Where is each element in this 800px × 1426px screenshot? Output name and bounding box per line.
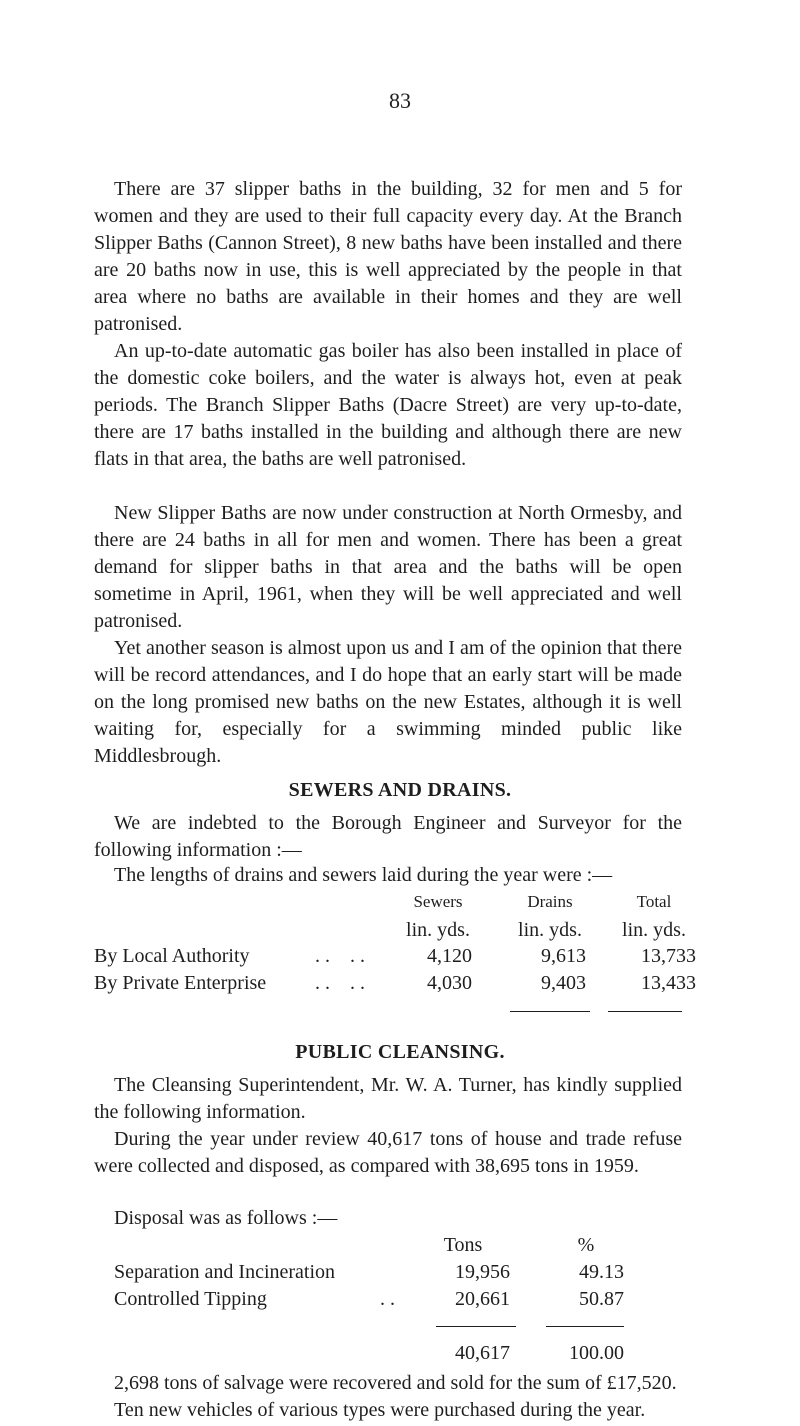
cell-private-total: 13,433 — [641, 972, 696, 994]
page-number: 83 — [389, 88, 411, 113]
column-header-drains: Drains — [527, 892, 573, 911]
paragraph-refuse-collected: During the year under review 40,617 tons of house and trade refuse were collected and disposed, as compared with 38,695 tons in 1959. — [94, 1128, 682, 1177]
paragraph-vehicles: Ten new vehicles of various types were purchased during the year. — [114, 1399, 646, 1421]
row-leader-dots: . . — [380, 1288, 395, 1310]
paragraph-north-ormesby: New Slipper Baths are now under construction at North Ormesby, and there are 24 baths in all for men and women. There has been a great demand for slipper baths in that area and the baths will be open sometime in April, 1961, when they will be well appreciated and well patronised. — [94, 502, 682, 632]
paragraph-season: Yet another season is almost upon us and I am of the opinion that there will be record attendances, and I do hope that an early start will be made on the long promised new baths on the new Estates, although it is well waiting for, especially for a swimming minded public like Middlesbrough. — [94, 637, 682, 767]
cell-total-percent: 100.00 — [569, 1342, 624, 1364]
paragraph-cleansing-superintendent: The Cleansing Superintendent, Mr. W. A. Turner, has kindly supplied the following information. — [94, 1074, 682, 1123]
cell-private-drains: 9,403 — [541, 972, 586, 994]
cell-total-tons: 40,617 — [455, 1342, 510, 1364]
row-label-local-authority: By Local Authority — [94, 945, 250, 967]
column-header-percent: % — [577, 1234, 595, 1256]
row-leader-dots: . . . . — [315, 945, 365, 967]
unit-total: lin. yds. — [622, 919, 686, 941]
sewers-lengths-line: The lengths of drains and sewers laid during the year were :— — [114, 864, 613, 886]
cell-private-sewers: 4,030 — [427, 972, 472, 994]
column-header-total: Total — [636, 892, 672, 911]
cell-separation-percent: 49.13 — [579, 1261, 624, 1283]
paragraph-slipper-baths: There are 37 slipper baths in the building, 32 for men and 5 for women and they are used to their full capacity every day. At the Branch Slipper Baths (Cannon Street), 8 new baths have been installed and there are 20 baths now in use, this is well appreciated by the people in that area where no baths are available in their homes and they are well patronised. — [94, 178, 682, 335]
cell-separation-tons: 19,956 — [455, 1261, 510, 1283]
row-label-controlled-tipping: Controlled Tipping — [114, 1288, 267, 1310]
cell-local-sewers: 4,120 — [427, 945, 472, 967]
cell-tipping-percent: 50.87 — [579, 1288, 624, 1310]
column-header-tons: Tons — [443, 1234, 483, 1256]
unit-sewers: lin. yds. — [406, 919, 470, 941]
unit-drains: lin. yds. — [518, 919, 582, 941]
rule-tons — [436, 1326, 516, 1327]
paragraph-gas-boiler: An up-to-date automatic gas boiler has also been installed in place of the domestic coke boilers, and the water is always hot, even at peak periods. The Branch Slipper Baths (Dacre Street) are very up-to-date, there are 17 baths installed in the building and although there are new flats in that area, the baths are well patronised. — [94, 340, 682, 470]
row-leader-dots: . . . . — [315, 972, 365, 994]
rule-drains — [510, 1011, 590, 1012]
disposal-intro: Disposal was as follows :— — [114, 1207, 338, 1229]
heading-sewers-and-drains: SEWERS AND DRAINS. — [288, 779, 512, 801]
cell-tipping-tons: 20,661 — [455, 1288, 510, 1310]
cell-local-drains: 9,613 — [541, 945, 586, 967]
paragraph-sewers-intro: We are indebted to the Borough Engineer and Surveyor for the following information :— — [94, 812, 682, 861]
paragraph-salvage: 2,698 tons of salvage were recovered and sold for the sum of £17,520. — [114, 1372, 677, 1394]
cell-local-total: 13,733 — [641, 945, 696, 967]
rule-total — [608, 1011, 682, 1012]
heading-public-cleansing: PUBLIC CLEANSING. — [295, 1041, 505, 1063]
row-label-separation-incineration: Separation and Incineration — [114, 1261, 336, 1283]
column-header-sewers: Sewers — [413, 892, 463, 911]
row-label-private-enterprise: By Private Enterprise — [94, 972, 267, 994]
rule-percent — [546, 1326, 624, 1327]
